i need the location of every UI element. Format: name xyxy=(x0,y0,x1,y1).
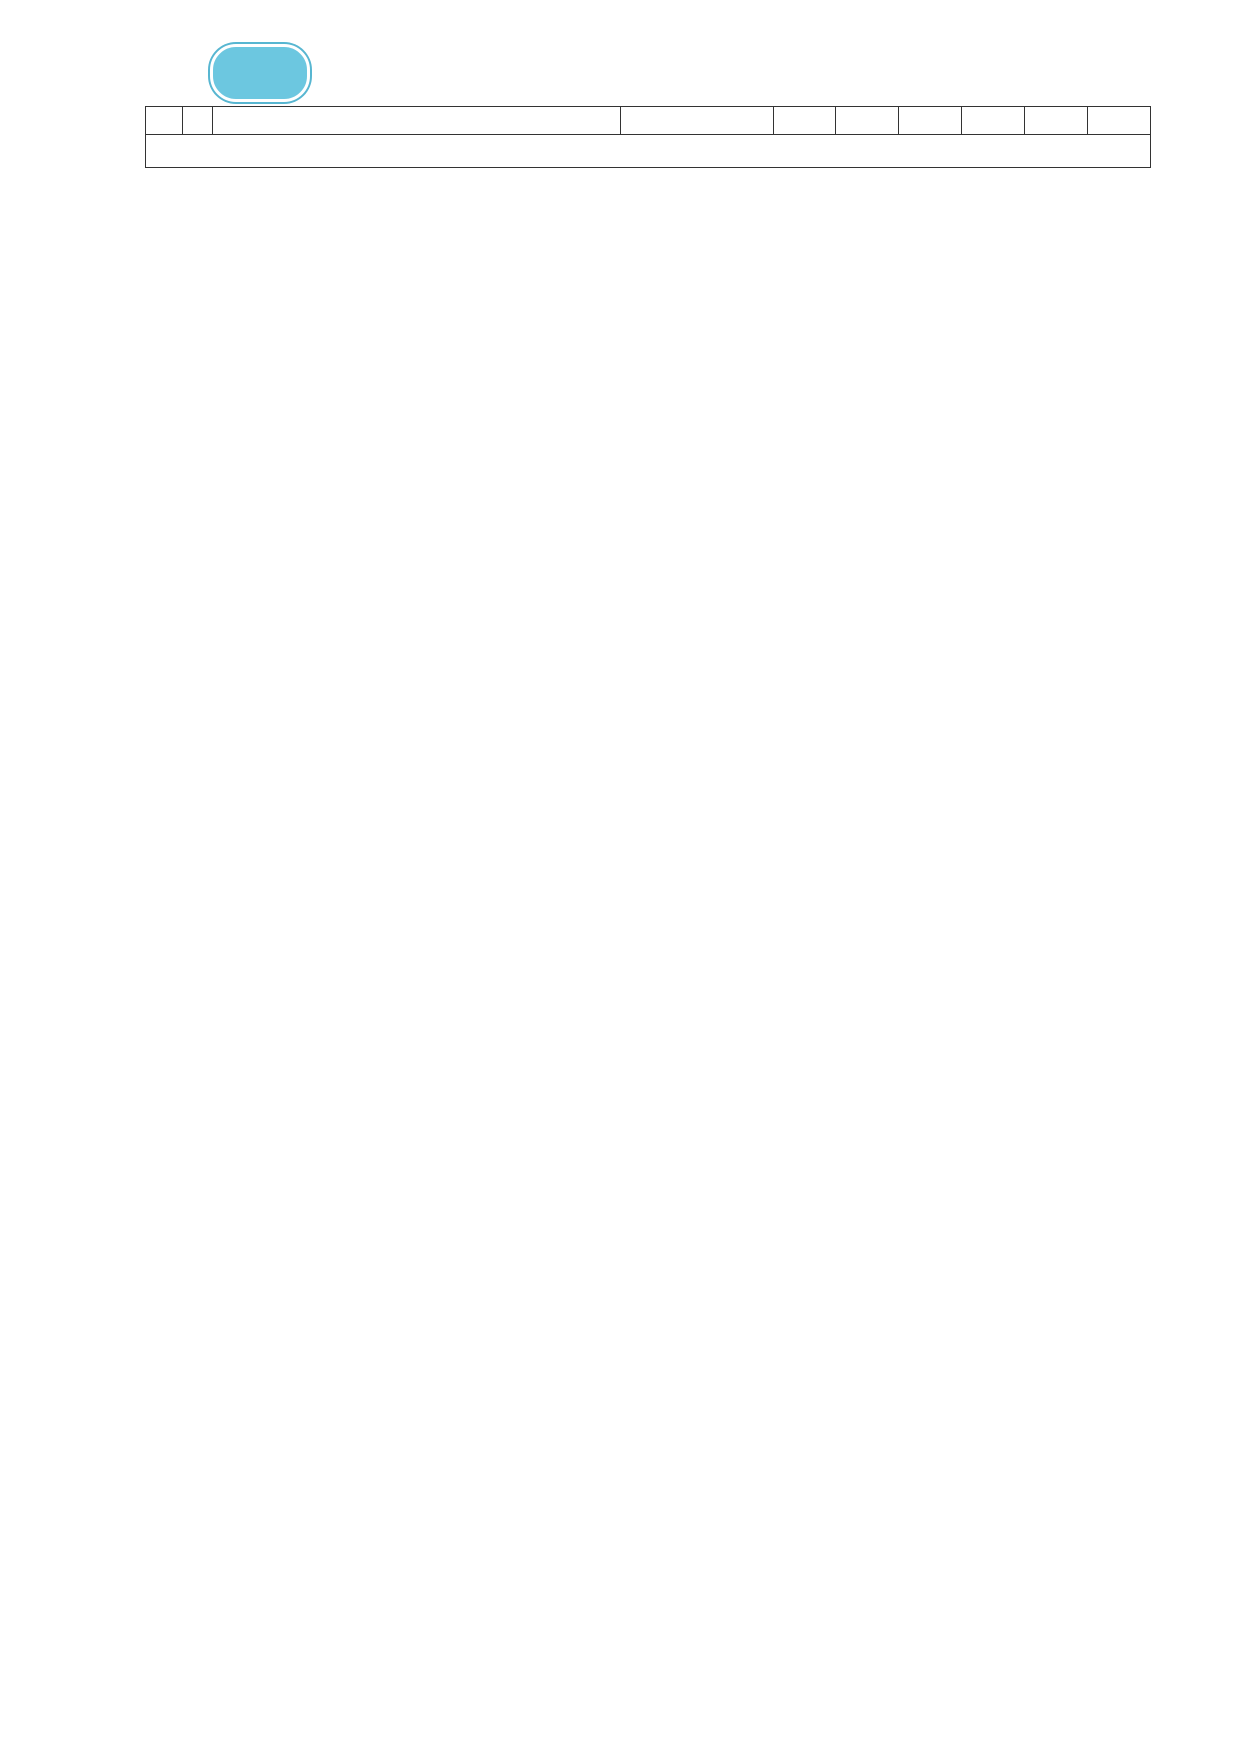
header-grade-6 xyxy=(1087,107,1150,135)
bottom-decoration-banner xyxy=(150,1652,1150,1702)
header-grade-1 xyxy=(773,107,835,135)
header-grade-2 xyxy=(836,107,899,135)
month-title xyxy=(210,44,310,102)
header-grade-4 xyxy=(961,107,1024,135)
header-grade-3 xyxy=(899,107,961,135)
table-header-row xyxy=(146,107,1151,135)
header-day xyxy=(146,107,183,135)
header-weekday xyxy=(183,107,213,135)
schedule-table xyxy=(145,106,1151,168)
monthly-goal xyxy=(146,135,1151,168)
header-grade-5 xyxy=(1025,107,1087,135)
footer-row xyxy=(146,135,1151,168)
header-health xyxy=(620,107,773,135)
header-events xyxy=(213,107,620,135)
